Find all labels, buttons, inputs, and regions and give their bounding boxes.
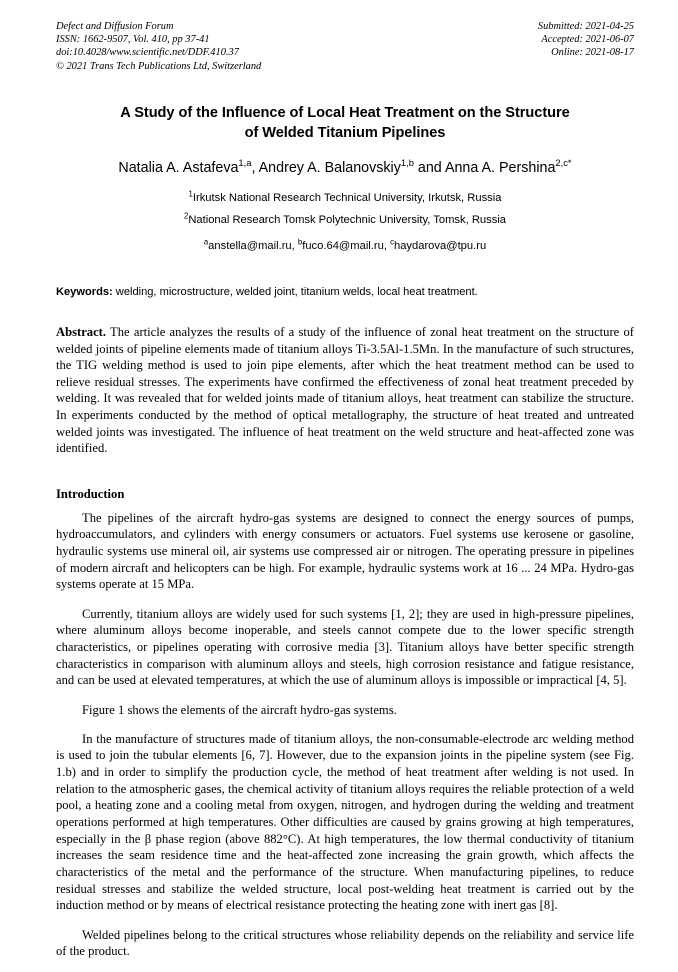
author-1-affil-marker: 1,a [238,157,252,169]
email-separator-2: , [383,240,391,252]
email-3-marker: c [390,237,394,247]
masthead-dates [538,20,634,60]
date-submitted: Submitted: 2021-04-25 [537,21,634,32]
affiliation-2-text: National Research Tomsk Polytechnic University, Tomsk, Russia [188,213,507,226]
page-content [56,20,634,972]
email-2-marker: b [297,237,303,247]
keywords-block [56,285,634,300]
intro-paragraph-1: The pipelines of the aircraft hydro-gas systems are designed to connect the energy sources of pumps, hydroaccumulators, and cylinders with energy consumers or actuators. Fuel systems use kerosene or gasoline, hydraulic systems use mineral oil, air systems use compressed air or nitrogen. The operating pressure in pipelines of modern aircraft and helicopters can be high. For example, hydraulic systems work at 16 ... 24 MPa. Hydro-gas systems operate at 15 MPa. [56,510,634,592]
date-accepted: Accepted: 2021-06-07 [541,34,634,46]
section-heading-introduction: Introduction [56,486,125,501]
affiliation-1-marker: 1 [188,189,193,199]
journal-masthead [56,20,634,76]
author-2-name: Andrey A. Balanovskiy [258,160,401,176]
author-list [56,159,634,177]
intro-paragraph-4: In the manufacture of structures made of titanium alloys, the non-consumable-electrode arc welding method is used to join the tubular elements [6, 7]. However, due to the expansion joints in the pipeline system (see Fig. 1.b) and in order to simplify the production cycle, the method of heat treatment after welding is not used. In relation to the atmospheric gases, the chemical activity of titanium alloys requires the reliable protection of a weld pool, a heating zone and a cooling metal from oxygen, nitrogen, and hydrogen during the welding and treatment operations performed at high temperatures. Other difficulties are caused by grains growing at high temperatures, especially in the β phase region (above 882°C). At high temperatures, the low thermal conductivity of titanium increases the seam residence time and the heat-affected zone increasing the grain growth, which affects the characteristics of the metal and the performance of the structure. When manufacturing pipelines, to reduce residual stresses and stabilize the welded structure, local post-welding heat treatment is carried out by the induction method or by means of electrical resistance protecting the heating zone with inert gas [8]. [56,731,634,913]
author-3-name: Anna A. Pershina [444,160,556,176]
journal-copyright: © 2021 Trans Tech Publications Ltd, Switzerland [56,60,262,72]
author-separator-1: , [251,160,259,176]
date-online: Online: 2021-08-17 [551,47,634,59]
keywords-label: Keywords: [56,286,113,298]
abstract-text: The article analyzes the results of a study of the influence of zonal heat treatment on the structure of welded joints of pipeline elements made of titanium alloys Ti-3.5Al-1.5Mn. In the manufacture of such structures, the TIG welding method is used to join pipe elements, after which the heat treatment method can be used to relieve residual stresses. The experiments have confirmed the effectiveness of zonal heat treatment preceded by welding. It was revealed that for welded joints made of titanium alloys, heat treatment can stabilize the structure. In experiments conducted by the method of optical metallography, the structure of heat treated and untreated welded joints was investigated. The influence of heat treatment on the weld structure and heat-affected zone was identified. [56,325,634,456]
author-2-affil-marker: 1,b [400,157,414,169]
keywords-text: welding, microstructure, welded joint, titanium welds, local heat treatment. [112,286,478,298]
journal-issn-volume: ISSN: 1662-9507, Vol. 410, pp 37-41 [56,34,210,46]
intro-paragraph-3: Figure 1 shows the elements of the aircraft hydro-gas systems. [82,702,397,717]
email-1[interactable]: anstella@mail.ru [208,240,292,252]
abstract-block [56,324,634,457]
journal-doi: doi:10.4028/www.scientific.net/DDF.410.37 [56,47,239,59]
intro-paragraph-5: Welded pipelines belong to the critical structures whose reliability depends on the reliability and service life of the product. [56,927,634,959]
abstract-label: Abstract. [56,325,107,339]
author-emails [56,238,634,254]
affiliation-1 [56,188,634,210]
page-title [56,104,634,143]
email-2[interactable]: fuco.64@mail.ru [302,240,384,252]
email-separator-1: , [291,240,298,252]
affiliation-2-marker: 2 [183,210,189,220]
journal-name: Defect and Diffusion Forum [56,21,174,32]
title-line-2: of Welded Titanium Pipelines [244,124,446,141]
affiliation-list [56,188,634,231]
email-3[interactable]: haydarova@tpu.ru [393,240,487,252]
author-1-name: Natalia A. Astafeva [118,160,239,176]
author-separator-2: and [413,160,445,176]
title-line-1: A Study of the Influence of Local Heat Treatment on the Structure [120,105,570,121]
affiliation-1-text: Irkutsk National Research Technical University, Irkutsk, Russia [192,192,502,204]
affiliation-2 [56,210,634,232]
masthead-journal-info [56,20,261,73]
email-1-marker: a [203,237,209,247]
intro-paragraph-2: Currently, titanium alloys are widely used for such systems [1, 2]; they are used in high-pressure pipelines, where aluminum alloys become inoperable, and steels cannot compete due to the lower specific strength characteristics, or pipelines operating with corrosive media [3]. Titanium alloys have better specific strength characteristics in comparison with aluminum alloys and steels, high corrosion resistance and fatigue resistance, and can be used at elevated temperatures, at which the use of aluminum alloys is impossible or impractical [4, 5]. [56,606,634,688]
author-3-affil-marker: 2,c* [555,157,572,169]
